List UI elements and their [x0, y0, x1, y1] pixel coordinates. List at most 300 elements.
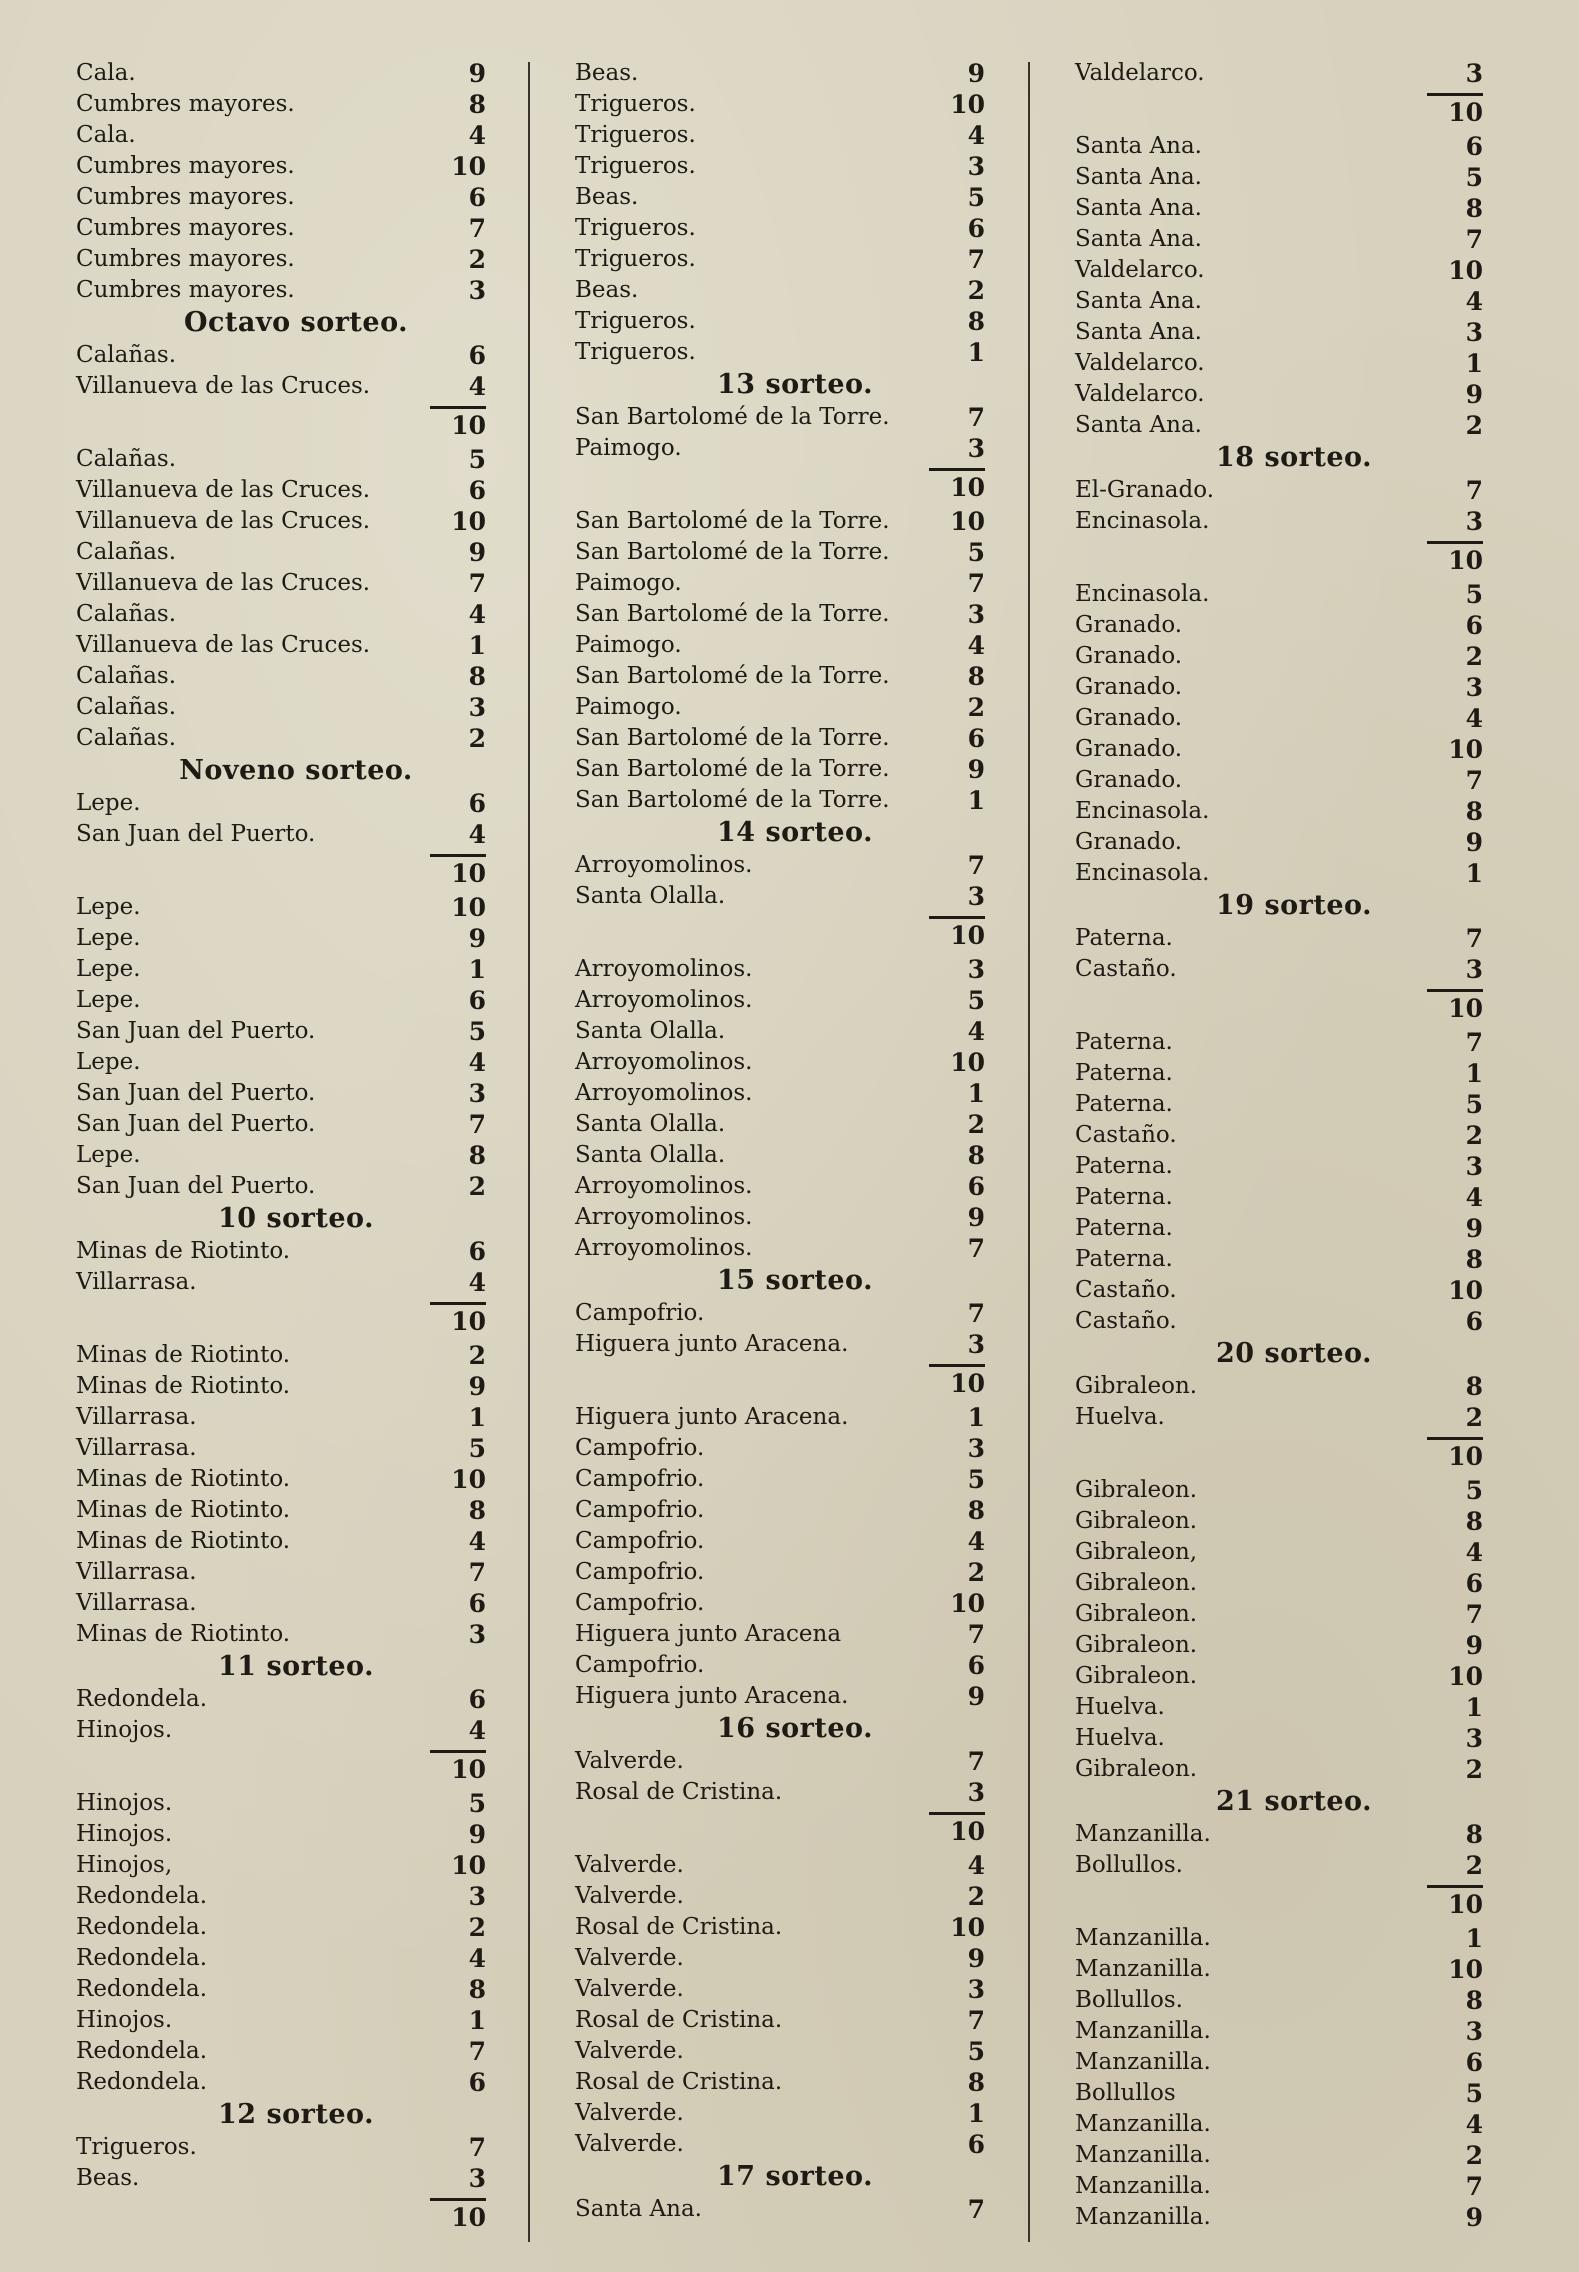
draw-number: 2 — [1465, 1121, 1483, 1150]
place-name: Villarrasa. — [76, 1559, 197, 1585]
draw-entry — [575, 1402, 985, 1433]
draw-number: 2 — [468, 245, 486, 274]
draw-number: 10 — [950, 1048, 985, 1077]
place-name: Valverde. — [575, 1945, 684, 1971]
place-name: Castaño. — [1075, 1122, 1177, 1148]
draw-number: 8 — [967, 307, 985, 336]
draw-entry — [76, 630, 486, 661]
draw-entry — [76, 2005, 486, 2036]
total-rule — [929, 1364, 985, 1367]
place-name: Granado. — [1075, 612, 1183, 638]
draw-entry — [76, 2067, 486, 2098]
draw-entry — [1075, 255, 1483, 286]
draw-number: 10 — [451, 152, 486, 181]
draw-entry — [1075, 2140, 1483, 2171]
draw-entry — [575, 58, 985, 89]
draw-entry — [575, 568, 985, 599]
draw-number: 8 — [468, 1141, 486, 1170]
place-name: Granado. — [1075, 767, 1183, 793]
draw-entry — [1075, 641, 1483, 672]
draw-number: 1 — [468, 631, 486, 660]
place-name: Santa Ana. — [1075, 164, 1202, 190]
draw-entry — [575, 1557, 985, 1588]
draw-entry — [575, 881, 985, 912]
draw-entry — [76, 1912, 486, 1943]
place-name: Rosal de Cristina. — [575, 1779, 783, 1805]
draw-entry — [1075, 1182, 1483, 1213]
draw-number: 3 — [1465, 507, 1483, 536]
place-name: Granado. — [1075, 736, 1183, 762]
draw-entry — [76, 1047, 486, 1078]
place-name: Villanueva de las Cruces. — [76, 477, 371, 503]
place-name: Redondela. — [76, 1945, 208, 1971]
draw-entry — [1075, 1475, 1483, 1506]
place-name: Santa Ana. — [575, 2196, 702, 2222]
column-divider-right — [1028, 62, 1030, 2242]
place-name: Huelva. — [1075, 1725, 1165, 1751]
place-name: Trigueros. — [575, 122, 696, 148]
draw-entry — [1075, 1630, 1483, 1661]
draw-entry — [76, 1684, 486, 1715]
total-value: 10 — [1448, 546, 1483, 575]
total-row — [1075, 985, 1483, 1027]
draw-number: 7 — [967, 1234, 985, 1263]
place-name: Villarrasa. — [76, 1590, 197, 1616]
sorteo-title: 13 sorteo. — [717, 369, 873, 400]
total-value: 10 — [451, 859, 486, 888]
draw-entry — [575, 850, 985, 881]
draw-number: 6 — [1465, 132, 1483, 161]
draw-number: 3 — [1465, 318, 1483, 347]
place-name: Arroyomolinos. — [575, 1049, 753, 1075]
draw-entry — [1075, 1213, 1483, 1244]
draw-number: 6 — [967, 1172, 985, 1201]
draw-entry — [1075, 1306, 1483, 1337]
draw-entry — [1075, 610, 1483, 641]
place-name: Santa Olalla. — [575, 1018, 726, 1044]
draw-number: 9 — [1465, 2203, 1483, 2232]
draw-number: 7 — [967, 569, 985, 598]
column-3 — [1075, 58, 1483, 2233]
place-name: Minas de Riotinto. — [76, 1238, 291, 1264]
draw-entry — [575, 1016, 985, 1047]
draw-number: 2 — [1465, 1755, 1483, 1784]
draw-number: 8 — [1465, 1986, 1483, 2015]
draw-number: 5 — [1465, 2079, 1483, 2108]
draw-number: 7 — [1465, 924, 1483, 953]
draw-entry — [76, 1788, 486, 1819]
draw-entry — [1075, 1244, 1483, 1275]
draw-entry — [575, 337, 985, 368]
draw-entry — [575, 89, 985, 120]
draw-entry — [1075, 1985, 1483, 2016]
draw-entry — [76, 568, 486, 599]
place-name: Redondela. — [76, 1976, 208, 2002]
total-rule — [929, 1812, 985, 1815]
draw-number: 9 — [967, 1203, 985, 1232]
place-name: Trigueros. — [76, 2134, 197, 2160]
draw-number: 7 — [1465, 2172, 1483, 2201]
place-name: Trigueros. — [575, 308, 696, 334]
place-name: Castaño. — [1075, 1277, 1177, 1303]
draw-number: 9 — [468, 924, 486, 953]
draw-entry — [76, 1171, 486, 1202]
place-name: Rosal de Cristina. — [575, 1914, 783, 1940]
draw-number: 10 — [1448, 1276, 1483, 1305]
place-name: San Bartolomé de la Torre. — [575, 508, 890, 534]
draw-entry — [76, 1974, 486, 2005]
place-name: Arroyomolinos. — [575, 1235, 753, 1261]
draw-entry — [1075, 1661, 1483, 1692]
place-name: Manzanilla. — [1075, 2142, 1211, 2168]
draw-entry — [1075, 2047, 1483, 2078]
draw-number: 2 — [1465, 1403, 1483, 1432]
total-row — [1075, 1881, 1483, 1923]
sorteo-heading — [76, 2098, 486, 2132]
draw-number: 9 — [1465, 380, 1483, 409]
draw-entry — [575, 1298, 985, 1329]
draw-entry — [575, 723, 985, 754]
place-name: Huelva. — [1075, 1694, 1165, 1720]
draw-number: 1 — [1465, 349, 1483, 378]
place-name: Arroyomolinos. — [575, 1204, 753, 1230]
draw-entry — [575, 151, 985, 182]
place-name: Paterna. — [1075, 1091, 1173, 1117]
draw-number: 8 — [468, 90, 486, 119]
place-name: Gibraleon, — [1075, 1539, 1198, 1565]
draw-entry — [575, 1912, 985, 1943]
draw-entry — [1075, 1120, 1483, 1151]
draw-entry — [575, 1650, 985, 1681]
draw-number: 7 — [1465, 1600, 1483, 1629]
draw-entry — [575, 2036, 985, 2067]
draw-number: 3 — [1465, 1152, 1483, 1181]
draw-number: 6 — [468, 476, 486, 505]
draw-number: 1 — [967, 2099, 985, 2128]
place-name: Gibraleon. — [1075, 1663, 1198, 1689]
sorteo-title: 15 sorteo. — [717, 1265, 873, 1296]
draw-number: 5 — [967, 1465, 985, 1494]
place-name: Valverde. — [575, 1883, 684, 1909]
place-name: Granado. — [1075, 643, 1183, 669]
place-name: Encinasola. — [1075, 508, 1210, 534]
draw-entry — [575, 1526, 985, 1557]
draw-entry — [76, 788, 486, 819]
total-value: 10 — [950, 473, 985, 502]
draw-entry — [575, 692, 985, 723]
total-rule — [1427, 541, 1483, 544]
draw-entry — [575, 433, 985, 464]
draw-entry — [1075, 1058, 1483, 1089]
draw-entry — [575, 1777, 985, 1808]
place-name: Beas. — [575, 184, 639, 210]
draw-number: 6 — [468, 1685, 486, 1714]
draw-number: 4 — [468, 1048, 486, 1077]
draw-entry — [76, 954, 486, 985]
draw-number: 10 — [1448, 1662, 1483, 1691]
draw-number: 8 — [967, 1496, 985, 1525]
draw-entry — [76, 661, 486, 692]
place-name: Gibraleon. — [1075, 1570, 1198, 1596]
draw-entry — [575, 661, 985, 692]
draw-entry — [76, 371, 486, 402]
draw-number: 5 — [1465, 580, 1483, 609]
sorteo-heading — [575, 816, 985, 850]
draw-number: 9 — [468, 59, 486, 88]
place-name: San Bartolomé de la Torre. — [575, 663, 890, 689]
draw-number: 3 — [468, 1620, 486, 1649]
draw-entry — [1075, 1151, 1483, 1182]
draw-number: 7 — [967, 1620, 985, 1649]
draw-number: 4 — [1465, 287, 1483, 316]
place-name: San Bartolomé de la Torre. — [575, 601, 890, 627]
draw-entry — [76, 151, 486, 182]
place-name: Campofrio. — [575, 1300, 705, 1326]
sorteo-title: 11 sorteo. — [218, 1651, 374, 1682]
draw-entry — [76, 1881, 486, 1912]
draw-number: 7 — [468, 569, 486, 598]
draw-entry — [1075, 858, 1483, 889]
place-name: Gibraleon. — [1075, 1632, 1198, 1658]
place-name: Lepe. — [76, 956, 141, 982]
draw-entry — [575, 213, 985, 244]
sorteo-heading — [1075, 889, 1483, 923]
place-name: Beas. — [76, 2165, 140, 2191]
place-name: Campofrio. — [575, 1590, 705, 1616]
draw-number: 8 — [1465, 797, 1483, 826]
draw-number: 2 — [967, 1110, 985, 1139]
place-name: Valdelarco. — [1075, 381, 1205, 407]
draw-entry — [1075, 765, 1483, 796]
place-name: Manzanilla. — [1075, 1821, 1211, 1847]
draw-entry — [1075, 1754, 1483, 1785]
place-name: San Bartolomé de la Torre. — [575, 404, 890, 430]
draw-entry — [575, 2067, 985, 2098]
place-name: Arroyomolinos. — [575, 1080, 753, 1106]
total-rule — [1427, 93, 1483, 96]
sorteo-title: 18 sorteo. — [1216, 442, 1372, 473]
total-value: 10 — [1448, 1442, 1483, 1471]
place-name: Beas. — [575, 277, 639, 303]
place-name: Paterna. — [1075, 1246, 1173, 1272]
place-name: Manzanilla. — [1075, 1956, 1211, 1982]
total-row — [76, 1746, 486, 1788]
draw-entry — [76, 1943, 486, 1974]
place-name: Valverde. — [575, 1748, 684, 1774]
column-1 — [76, 58, 486, 2236]
draw-entry — [1075, 1599, 1483, 1630]
place-name: Minas de Riotinto. — [76, 1342, 291, 1368]
place-name: Cala. — [76, 122, 136, 148]
total-row — [1075, 1433, 1483, 1475]
place-name: Santa Ana. — [1075, 133, 1202, 159]
place-name: Valverde. — [575, 2100, 684, 2126]
sorteo-title: 12 sorteo. — [218, 2099, 374, 2130]
draw-entry — [1075, 1692, 1483, 1723]
draw-entry — [76, 599, 486, 630]
place-name: Valdelarco. — [1075, 350, 1205, 376]
draw-entry — [76, 923, 486, 954]
draw-entry — [76, 692, 486, 723]
draw-number: 3 — [1465, 955, 1483, 984]
draw-number: 5 — [1465, 1090, 1483, 1119]
draw-entry — [575, 306, 985, 337]
total-row — [76, 2194, 486, 2236]
draw-entry — [76, 444, 486, 475]
total-value: 10 — [950, 1817, 985, 1846]
place-name: Manzanilla. — [1075, 2111, 1211, 2137]
sorteo-title: 19 sorteo. — [1216, 890, 1372, 921]
place-name: Valverde. — [575, 2131, 684, 2157]
total-value: 10 — [451, 1755, 486, 1784]
place-name: Valverde. — [575, 2038, 684, 2064]
draw-number: 4 — [1465, 1183, 1483, 1212]
draw-number: 2 — [967, 276, 985, 305]
draw-number: 8 — [468, 1975, 486, 2004]
draw-number: 4 — [967, 1527, 985, 1556]
draw-number: 7 — [468, 1558, 486, 1587]
draw-number: 7 — [967, 851, 985, 880]
place-name: Lepe. — [76, 790, 141, 816]
draw-number: 10 — [451, 893, 486, 922]
place-name: Redondela. — [76, 2038, 208, 2064]
sorteo-heading — [575, 368, 985, 402]
draw-entry — [1075, 796, 1483, 827]
draw-entry — [1075, 1402, 1483, 1433]
draw-entry — [76, 819, 486, 850]
place-name: Calañas. — [76, 601, 177, 627]
draw-number: 4 — [468, 121, 486, 150]
place-name: Hinojos. — [76, 1790, 173, 1816]
draw-number: 5 — [1465, 163, 1483, 192]
draw-number: 10 — [1448, 1955, 1483, 1984]
draw-entry — [1075, 2202, 1483, 2233]
draw-number: 8 — [1465, 1820, 1483, 1849]
total-rule — [430, 1750, 486, 1753]
place-name: Castaño. — [1075, 1308, 1177, 1334]
place-name: Hinojos. — [76, 2007, 173, 2033]
place-name: Campofrio. — [575, 1652, 705, 1678]
draw-number: 6 — [468, 1237, 486, 1266]
draw-number: 7 — [967, 2006, 985, 2035]
place-name: Paimogo. — [575, 694, 682, 720]
place-name: Calañas. — [76, 342, 177, 368]
sorteo-title: 20 sorteo. — [1216, 1338, 1372, 1369]
place-name: Campofrio. — [575, 1435, 705, 1461]
place-name: San Juan del Puerto. — [76, 1111, 316, 1137]
draw-number: 6 — [468, 789, 486, 818]
place-name: Hinojos. — [76, 1821, 173, 1847]
sorteo-title: 17 sorteo. — [717, 2161, 873, 2192]
place-name: Higuera junto Aracena. — [575, 1331, 849, 1357]
draw-entry — [1075, 317, 1483, 348]
total-value: 10 — [1448, 98, 1483, 127]
draw-number: 6 — [1465, 1307, 1483, 1336]
place-name: Paterna. — [1075, 1184, 1173, 1210]
draw-entry — [1075, 475, 1483, 506]
place-name: Valverde. — [575, 1976, 684, 2002]
draw-number: 7 — [1465, 476, 1483, 505]
place-name: Gibraleon. — [1075, 1756, 1198, 1782]
place-name: Arroyomolinos. — [575, 852, 753, 878]
draw-number: 8 — [468, 1496, 486, 1525]
draw-entry — [1075, 1275, 1483, 1306]
draw-entry — [575, 1078, 985, 1109]
draw-entry — [76, 1495, 486, 1526]
place-name: Cala. — [76, 60, 136, 86]
draw-number: 3 — [468, 693, 486, 722]
draw-number: 5 — [468, 1789, 486, 1818]
total-value: 10 — [451, 411, 486, 440]
total-value: 10 — [1448, 1890, 1483, 1919]
place-name: San Bartolomé de la Torre. — [575, 756, 890, 782]
place-name: Castaño. — [1075, 956, 1177, 982]
place-name: Santa Olalla. — [575, 1142, 726, 1168]
draw-entry — [76, 537, 486, 568]
draw-number: 3 — [1465, 59, 1483, 88]
place-name: Higuera junto Aracena — [575, 1621, 842, 1647]
draw-entry — [76, 1140, 486, 1171]
draw-number: 3 — [967, 882, 985, 911]
draw-entry — [575, 1171, 985, 1202]
column-divider-left — [528, 62, 530, 2242]
draw-number: 8 — [967, 2068, 985, 2097]
draw-entry — [76, 2132, 486, 2163]
draw-entry — [1075, 2109, 1483, 2140]
draw-number: 4 — [468, 1944, 486, 1973]
draw-entry — [575, 1681, 985, 1712]
place-name: Campofrio. — [575, 1559, 705, 1585]
place-name: Campofrio. — [575, 1466, 705, 1492]
place-name: Granado. — [1075, 829, 1183, 855]
draw-entry — [1075, 2171, 1483, 2202]
draw-number: 9 — [967, 59, 985, 88]
place-name: Villanueva de las Cruces. — [76, 508, 371, 534]
total-row — [76, 1298, 486, 1340]
place-name: Lepe. — [76, 894, 141, 920]
place-name: Cumbres mayores. — [76, 184, 295, 210]
sorteo-title: Octavo sorteo. — [183, 307, 409, 338]
draw-entry — [1075, 2016, 1483, 2047]
place-name: Santa Ana. — [1075, 319, 1202, 345]
place-name: Villarrasa. — [76, 1404, 197, 1430]
draw-number: 3 — [967, 152, 985, 181]
draw-entry — [76, 1557, 486, 1588]
place-name: Paterna. — [1075, 925, 1173, 951]
draw-entry — [575, 2194, 985, 2225]
draw-number: 3 — [1465, 1724, 1483, 1753]
place-name: Santa Olalla. — [575, 1111, 726, 1137]
place-name: Lepe. — [76, 925, 141, 951]
draw-number: 6 — [468, 2068, 486, 2097]
place-name: Redondela. — [76, 2069, 208, 2095]
place-name: Cumbres mayores. — [76, 91, 295, 117]
draw-entry — [575, 182, 985, 213]
draw-number: 2 — [967, 1882, 985, 1911]
place-name: Hinojos. — [76, 1717, 173, 1743]
draw-entry — [1075, 1850, 1483, 1881]
draw-entry — [76, 985, 486, 1016]
place-name: Paterna. — [1075, 1060, 1173, 1086]
draw-number: 2 — [468, 1913, 486, 1942]
draw-entry — [76, 1078, 486, 1109]
draw-entry — [1075, 1537, 1483, 1568]
sorteo-heading — [575, 2160, 985, 2194]
sorteo-heading — [76, 306, 486, 340]
total-rule — [430, 1302, 486, 1305]
place-name: San Juan del Puerto. — [76, 1173, 316, 1199]
draw-number: 1 — [967, 786, 985, 815]
